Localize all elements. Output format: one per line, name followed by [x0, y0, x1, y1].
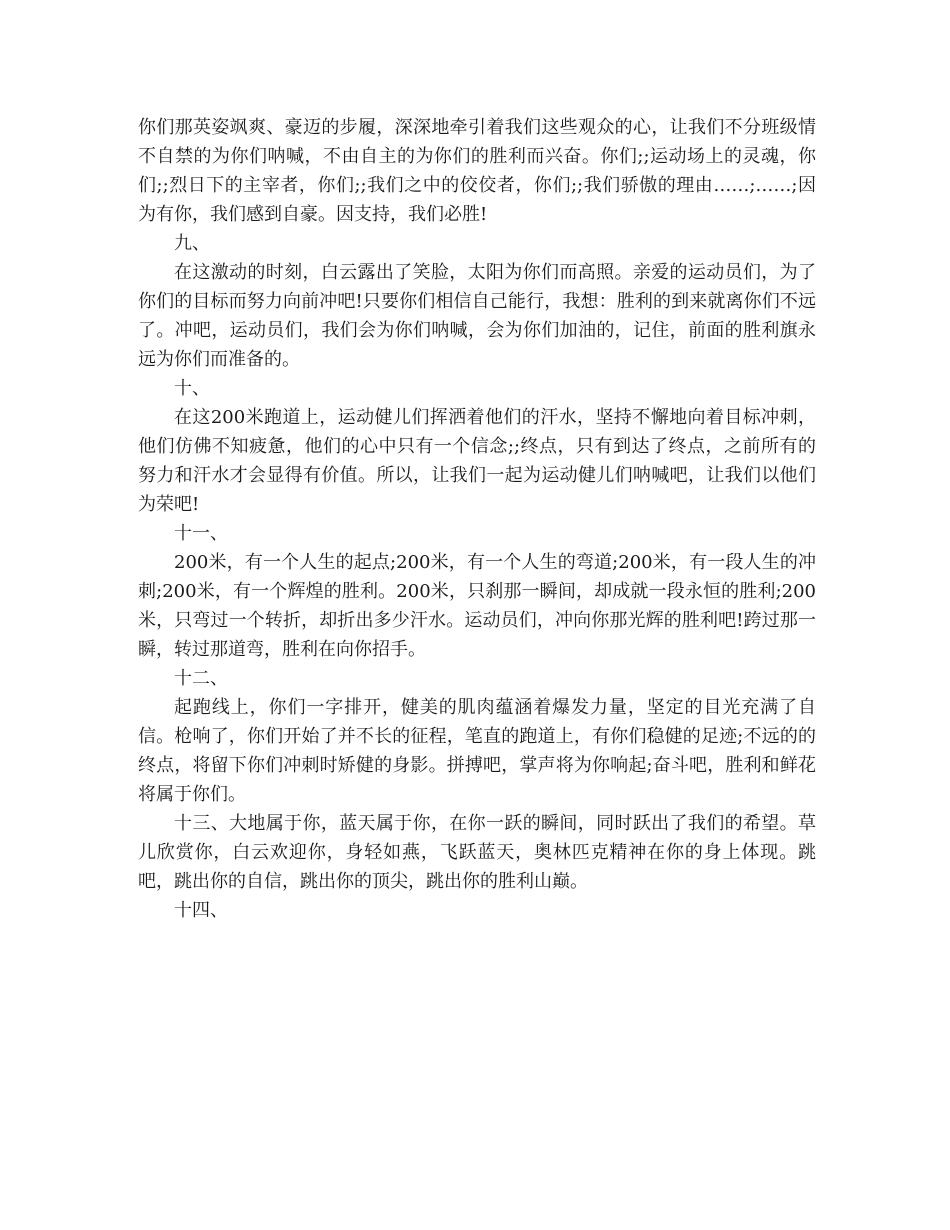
section-heading-11: 十一、 — [174, 523, 228, 544]
paragraph-10: 在这200米跑道上，运动健儿们挥洒着他们的汗水，坚持不懈地向着目标冲刺，他们仿佛不知疲惫，他们的心中只有一个信念;;终点，只有到达了终点，之前所有的努力和汗水才会显得有价值。所以，让我们一起为运动健儿们呐喊吧，让我们以他们为荣吧! — [138, 407, 816, 515]
paragraph-intro: 你们那英姿飒爽、豪迈的步履，深深地牵引着我们这些观众的心，让我们不分班级情不自禁的为你们呐喊，不由自主的为你们的胜利而兴奋。你们;;运动场上的灵魂，你们;;烈日下的主宰者，你们;;我们之中的佼佼者，你们;;我们骄傲的理由……;……;因为有你，我们感到自豪。因支持，我们必胜! — [138, 117, 816, 225]
section-heading-14: 十四、 — [174, 900, 228, 921]
document-body — [138, 113, 816, 925]
paragraph-12: 起跑线上，你们一字排开，健美的肌肉蕴涵着爆发力量，坚定的目光充满了自信。枪响了，你们开始了并不长的征程，笔直的跑道上，有你们稳健的足迹;不远的的终点，将留下你们冲刺时矫健的身影。拼搏吧，掌声将为你响起;奋斗吧，胜利和鲜花将属于你们。 — [138, 697, 816, 805]
section-heading-9: 九、 — [174, 233, 210, 254]
paragraph-13: 十三、大地属于你，蓝天属于你，在你一跃的瞬间，同时跃出了我们的希望。草儿欣赏你，白云欢迎你，身轻如燕，飞跃蓝天，奥林匹克精神在你的身上体现。跳吧，跳出你的自信，跳出你的顶尖，跳出你的胜利山巅。 — [138, 813, 816, 892]
paragraph-11: 200米，有一个人生的起点;200米，有一个人生的弯道;200米，有一段人生的冲刺;200米，有一个辉煌的胜利。200米，只刹那一瞬间，却成就一段永恒的胜利;200米，只弯过一个转折，却折出多少汗水。运动员们，冲向你那光辉的胜利吧!跨过那一瞬，转过那道弯，胜利在向你招手。 — [138, 552, 816, 660]
paragraph-9: 在这激动的时刻，白云露出了笑脸，太阳为你们而高照。亲爱的运动员们，为了你们的目标而努力向前冲吧!只要你们相信自己能行，我想：胜利的到来就离你们不远了。冲吧，运动员们，我们会为你们呐喊，会为你们加油的，记住，前面的胜利旗永远为你们而准备的。 — [138, 262, 816, 370]
section-heading-12: 十二、 — [174, 668, 228, 689]
section-heading-10: 十、 — [174, 378, 210, 399]
